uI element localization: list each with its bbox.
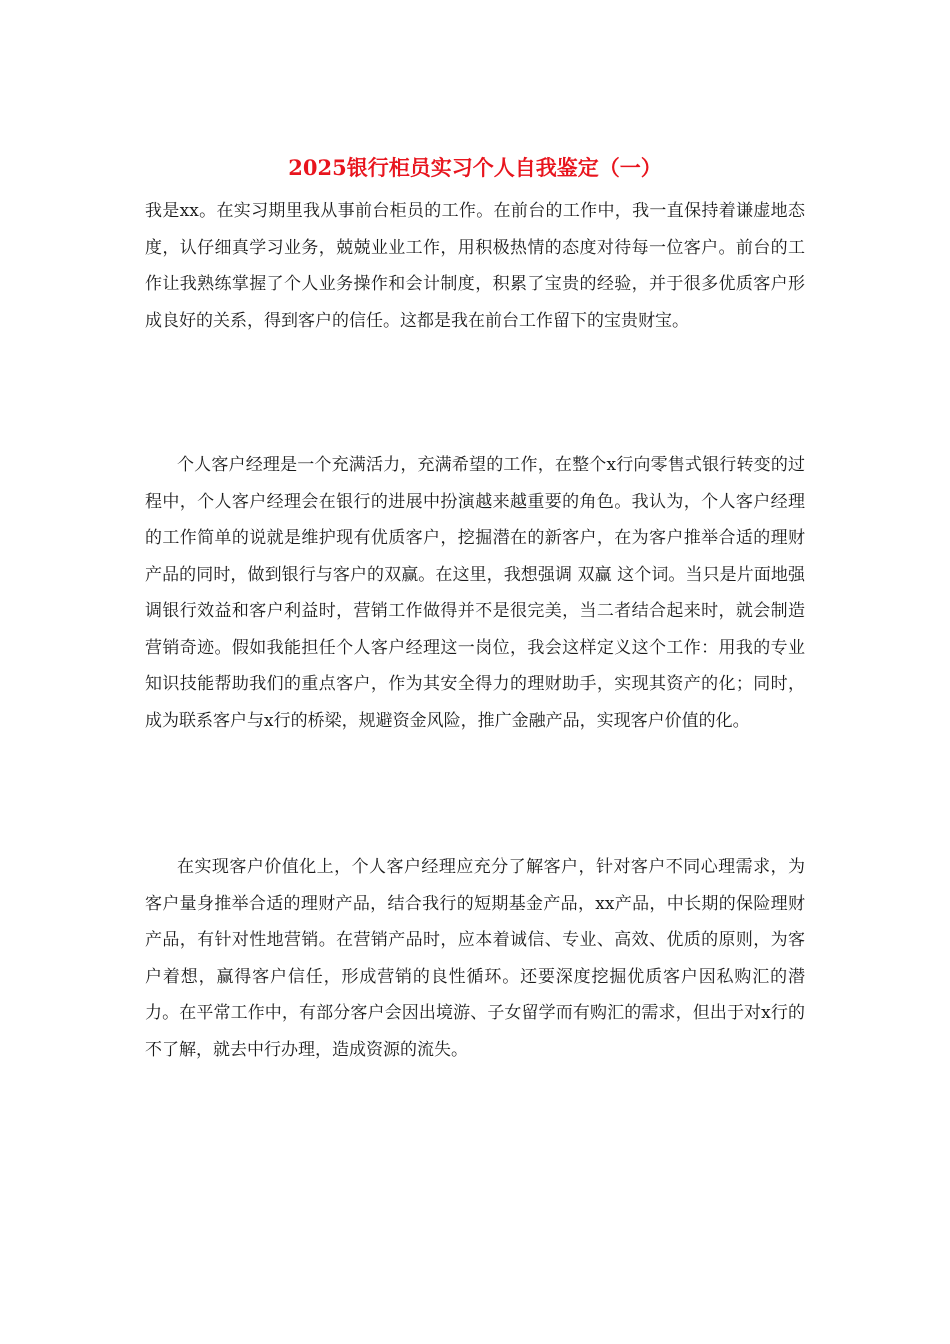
paragraph-2: 个人客户经理是一个充满活力，充满希望的工作，在整个x行向零售式银行转变的过程中，个人客户经理会在银行的进展中扮演越来越重要的角色。我认为，个人客户经理的工作简单的说就是维护现有优质客户，挖掘潜在的新客户，在为客户推举合适的理财产品的同时，做到银行与客户的双赢。在这里，我想强调 双赢 这个词。当只是片面地强调银行效益和客户利益时，营销工作做得并不是很完美，当二者结合起来时，就会制造营销奇迹。假如我能担任个人客户经理这一岗位，我会这样定义这个工作：用我的专业知识技能帮助我们的重点客户，作为其安全得力的理财助手，实现其资产的化；同时，成为联系客户与x行的桥梁，规避资金风险，推广金融产品，实现客户价值的化。	[145, 455, 805, 731]
paragraph-3: 在实现客户价值化上，个人客户经理应充分了解客户，针对客户不同心理需求，为客户量身推举合适的理财产品，结合我行的短期基金产品，xx产品，中长期的保险理财产品，有针对性地营销。在营销产品时，应本着诚信、专业、高效、优质的原则，为客户着想，赢得客户信任，形成营销的良性循环。还要深度挖掘优质客户因私购汇的潜力。在平常工作中，有部分客户会因出境游、子女留学而有购汇的需求，但出于对x行的不了解，就去中行办理，造成资源的流失。	[145, 857, 805, 1060]
paragraph-1: 我是xx。在实习期里我从事前台柜员的工作。在前台的工作中，我一直保持着谦虚地态度，认仔细真学习业务，兢兢业业工作，用积极热情的态度对待每一位客户。前台的工作让我熟练掌握了个人业务操作和会计制度，积累了宝贵的经验，并于很多优质客户形成良好的关系，得到客户的信任。这都是我在前台工作留下的宝贵财宝。	[145, 201, 805, 331]
document-title: 2025银行柜员实习个人自我鉴定（一）	[288, 155, 662, 180]
